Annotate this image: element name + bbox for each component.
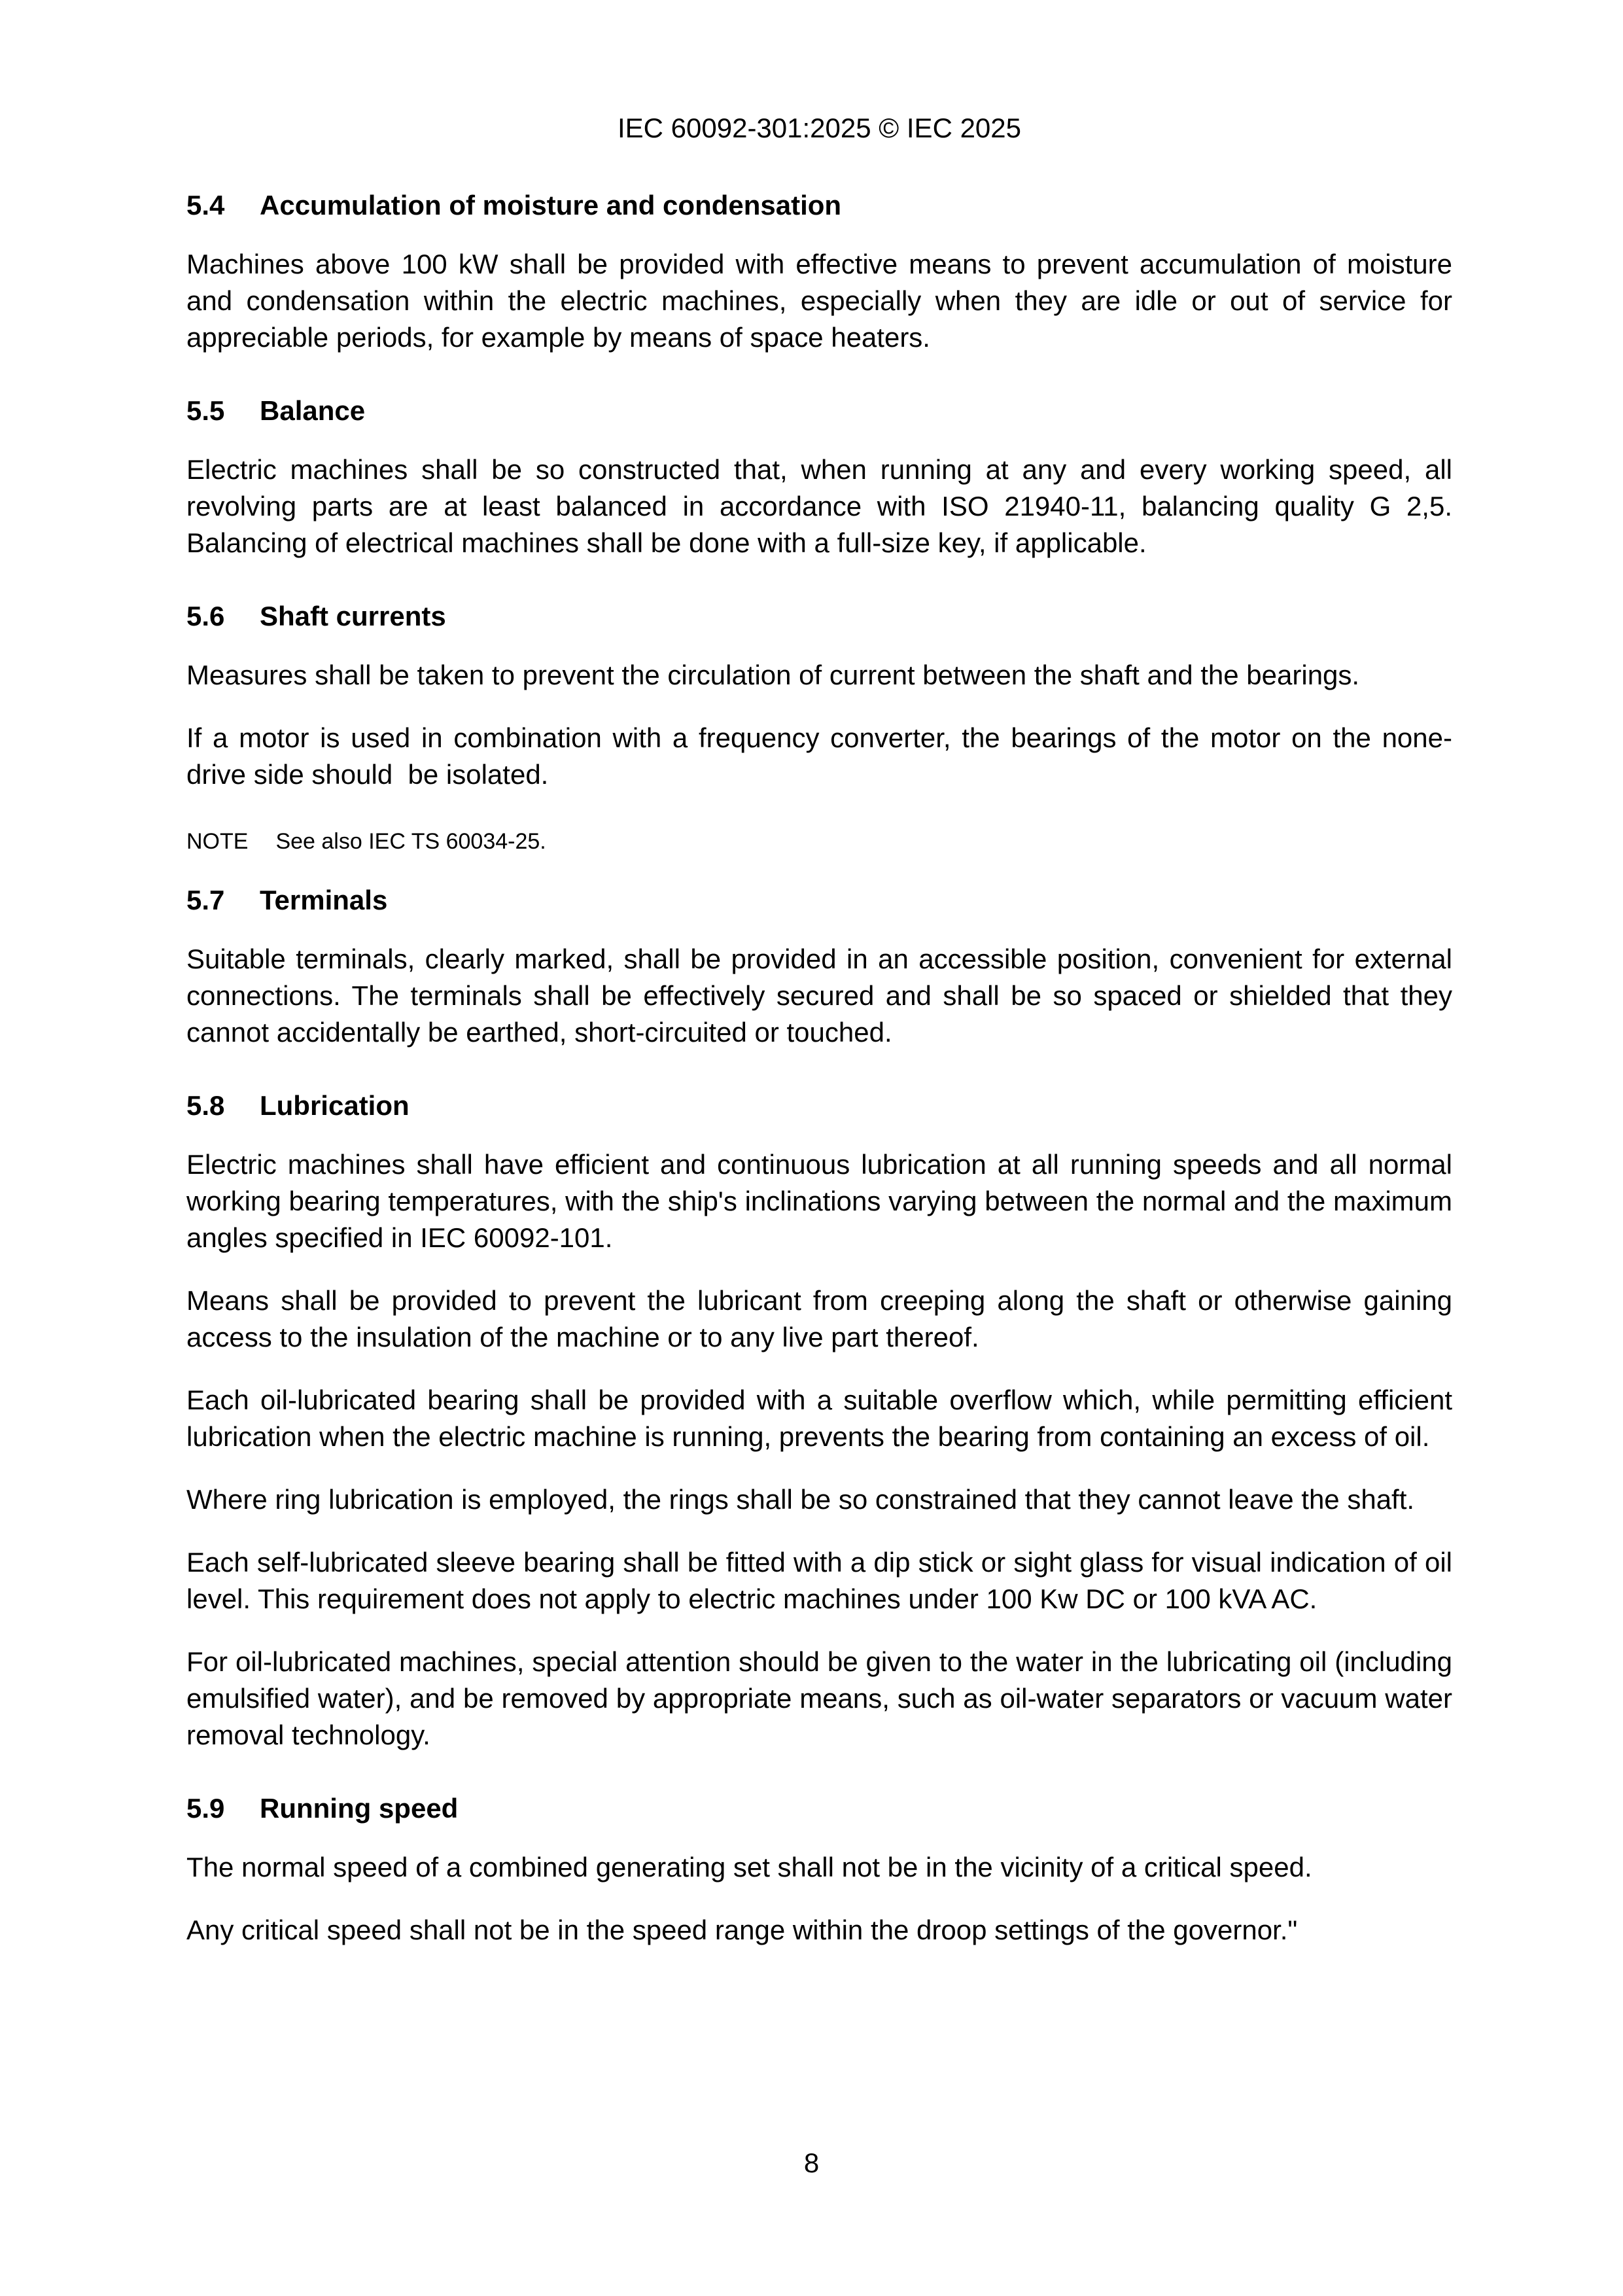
section-heading <box>186 1790 1452 1827</box>
section-number: 5.6 <box>186 601 225 631</box>
note-text: See also IEC TS 60034-25. <box>275 829 546 854</box>
paragraph: Electric machines shall have efficient and continuous lubrication at all running speeds and all normal working bearing temperatures, with the ship's inclinations varying between the normal and the maximum angles specified in IEC 60092-101. <box>186 1149 1460 1253</box>
running-header: IEC 60092-301:2025 © IEC 2025 <box>617 113 1022 143</box>
paragraph: The normal speed of a combined generating set shall not be in the vicinity of a critical speed. <box>186 1852 1312 1882</box>
section-heading <box>186 187 1452 224</box>
note-label: NOTE <box>186 829 249 854</box>
section-terminals <box>186 882 1460 1051</box>
section-number: 5.5 <box>186 395 225 426</box>
paragraph: If a motor is used in combination with a frequency converter, the bearings of the motor on the none-drive side should be isolated. <box>186 722 1452 790</box>
section-accumulation-of-moisture <box>186 187 1460 356</box>
page-content <box>186 187 1460 1949</box>
section-running-speed <box>186 1790 1452 1949</box>
section-title: Terminals <box>260 885 388 915</box>
paragraph: Suitable terminals, clearly marked, shall be provided in an accessible position, convenient for external connections. The terminals shall be effectively secured and shall be so spaced or shielded that they cannot accidentally be earthed, short-circuited or touched. <box>186 944 1460 1048</box>
section-number: 5.4 <box>186 190 225 221</box>
paragraph: Where ring lubrication is employed, the rings shall be so constrained that they cannot leave the shaft. <box>186 1484 1415 1515</box>
section-heading <box>186 393 1452 429</box>
paragraph: Each oil-lubricated bearing shall be provided with a suitable overflow which, while permitting efficient lubrication when the electric machine is running, prevents the bearing from containing an excess of oil. <box>186 1385 1460 1452</box>
paragraph: Measures shall be taken to prevent the circulation of current between the shaft and the bearings. <box>186 660 1360 690</box>
section-title: Shaft currents <box>260 601 446 631</box>
section-lubrication <box>186 1087 1460 1754</box>
section-shaft-currents <box>186 598 1452 856</box>
note <box>186 827 1452 856</box>
section-title: Lubrication <box>260 1090 410 1121</box>
section-heading <box>186 1087 1452 1124</box>
section-number: 5.9 <box>186 1793 225 1824</box>
section-title: Balance <box>260 395 366 426</box>
paragraph: Machines above 100 kW shall be provided with effective means to prevent accumulation of moisture and condensation within the electric machines, especially when they are idle or out of service for appreciable periods, for example by means of space heaters. <box>186 249 1460 353</box>
section-balance <box>186 393 1460 561</box>
paragraph: Any critical speed shall not be in the speed range within the droop settings of the governor." <box>186 1915 1298 1945</box>
paragraph: For oil-lubricated machines, special attention should be given to the water in the lubricating oil (including emulsified water), and be removed by appropriate means, such as oil-water separators or vacuum water removal technology. <box>186 1646 1460 1750</box>
section-number: 5.7 <box>186 885 225 915</box>
paragraph: Electric machines shall be so constructed that, when running at any and every working speed, all revolving parts are at least balanced in accordance with ISO 21940-11, balancing quality G 2,5. Balancing of electrical machines shall be done with a full-size key, if applicable. <box>186 454 1460 558</box>
section-title: Accumulation of moisture and condensation <box>260 190 842 221</box>
paragraph: Each self-lubricated sleeve bearing shall be fitted with a dip stick or sight glass for visual indication of oil level. This requirement does not apply to electric machines under 100 Kw DC or 100 kVA AC. <box>186 1547 1460 1614</box>
section-number: 5.8 <box>186 1090 225 1121</box>
section-title: Running speed <box>260 1793 459 1824</box>
section-heading <box>186 598 1452 635</box>
section-heading <box>186 882 1452 919</box>
paragraph: Means shall be provided to prevent the lubricant from creeping along the shaft or otherwise gaining access to the insulation of the machine or to any live part thereof. <box>186 1285 1460 1352</box>
page-number: 8 <box>803 2147 820 2178</box>
